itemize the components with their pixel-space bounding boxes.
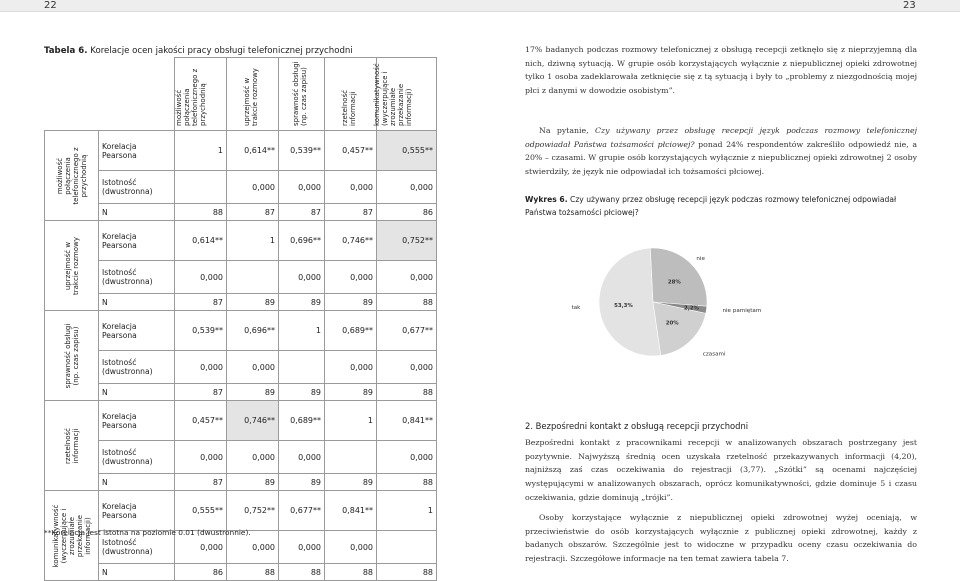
table-row (45, 221, 437, 261)
table-header-row (45, 58, 437, 131)
row-label: Korelacja Pearsona (99, 401, 175, 441)
table-row (45, 441, 437, 474)
table-cell: 0,000 (325, 531, 377, 564)
table-cell: 0,000 (279, 531, 325, 564)
table-cell: 1 (279, 311, 325, 351)
table-cell: 1 (227, 221, 279, 261)
row-label: Korelacja Pearsona (99, 311, 175, 351)
paragraph-4 (525, 511, 917, 566)
table-cell: 89 (325, 474, 377, 491)
pie-label-nie: nie (696, 255, 705, 262)
row-label: N (99, 294, 175, 311)
table-cell: 87 (279, 204, 325, 221)
table-cell: 89 (227, 474, 279, 491)
table-cell: 0,000 (227, 441, 279, 474)
row-group-label: uprzejmość w trakcie rozmowy (45, 221, 99, 311)
table-cell: 0,000 (325, 351, 377, 384)
table-cell: 0,000 (325, 261, 377, 294)
page-header-band (0, 0, 960, 12)
paragraph-1-text: 17% badanych podczas rozmowy telefonicznej z obsługą recepcji zetknęło się z nieprzyjemną dla nich, dziwną sytuacją. W grupie osób korzystających wyłącznie z niepublicznej opieki zdrowotnej tylko 1 osoba zadeklarowała zetknięcie się z tą sytuacją i były to „problemy z niezgodnością mojej płci z danymi w dowodzie osobistym”. (525, 45, 917, 96)
table-row (45, 171, 437, 204)
row-group-label: możliwość połączenia telefonicznego z przychodnią (45, 131, 99, 221)
table-row (45, 384, 437, 401)
table-cell: 0,000 (175, 531, 227, 564)
section-heading: 2. Bezpośredni kontakt z obsługą recepcji przychodni (525, 421, 749, 431)
table-caption-text: Korelacje ocen jakości pracy obsługi telefonicznej przychodni (87, 46, 353, 56)
table-cell: 87 (227, 204, 279, 221)
table-cell: 0,000 (377, 441, 437, 474)
table-cell: 88 (377, 294, 437, 311)
table-cell: 0,841** (377, 401, 437, 441)
table-row (45, 261, 437, 294)
row-group-label: sprawność obsługi (np. czas zapisu) (45, 311, 99, 401)
table-cell: 0,746** (325, 221, 377, 261)
table-cell: 0,000 (279, 261, 325, 294)
table-cell: 0,555** (175, 491, 227, 531)
pie-label-tak: tak (571, 305, 581, 312)
chart-caption-label: Wykres 6. (525, 195, 568, 204)
paragraph-1 (525, 43, 917, 98)
table-row (45, 474, 437, 491)
table-row (45, 204, 437, 221)
table-cell: 87 (175, 474, 227, 491)
table-cell: 89 (227, 384, 279, 401)
pie-chart (520, 226, 762, 362)
row-label: Korelacja Pearsona (99, 131, 175, 171)
column-header: rzetelność informacji (325, 58, 377, 131)
table-cell: 0,000 (175, 261, 227, 294)
column-header: sprawność obsługi (np. czas zapisu) (279, 58, 325, 131)
question-italic: Czy używany przez obsługę recepcji język podczas rozmowy telefonicznej odpowiadał Państwa tożsamości płciowej? (525, 126, 918, 149)
table-cell: 0,000 (279, 441, 325, 474)
row-label: N (99, 384, 175, 401)
table-cell: 0,000 (227, 351, 279, 384)
paragraph-3 (525, 436, 917, 505)
table-cell: 0,696** (279, 221, 325, 261)
table-cell: 88 (279, 564, 325, 581)
table-cell (279, 351, 325, 384)
table-row (45, 564, 437, 581)
paragraph-2-text: Na pytanie, Czy używany przez obsługę recepcji język podczas rozmowy telefonicznej odpowiadał Państwa tożsamości płciowej? ponad 24% respondentów zakreśliło odpowiedź nie, a 20% – czasami. W grupie osób korzystających wyłącznie z niepublicznej opieki zdrowotnej 2 osoby stwierdziły, że język nie odpowiadał ich tożsamości płciowej. (525, 126, 918, 177)
paragraph-4-text: Osoby korzystające wyłącznie z niepublicznej opieki zdrowotnej wyżej oceniają, w przeciwieństwie do osób korzystających wyłącznie z publicznej opieki zdrowotnej, każdy z badanych obszarów. Szczególnie jest to widoczne w przypadku oceny czasu oczekiwania do rejestracji. Szczegółowe informacje na ten temat zawiera tabela 7. (525, 513, 917, 564)
table-cell: 1 (175, 131, 227, 171)
table-cell: 0,746** (227, 401, 279, 441)
row-label: Istotność (dwustronna) (99, 531, 175, 564)
row-group-label: komunikatywność (wyczerpujące i zrozumiałe przekazanie informacji) (45, 491, 99, 581)
table-cell: 89 (279, 384, 325, 401)
table-cell: 89 (325, 294, 377, 311)
table-cell: 0,689** (325, 311, 377, 351)
row-label: N (99, 564, 175, 581)
table-cell: 0,841** (325, 491, 377, 531)
table-cell: 0,614** (227, 131, 279, 171)
page-number-right: 23 (903, 0, 916, 11)
table-row (45, 131, 437, 171)
table-cell: 88 (377, 384, 437, 401)
table-cell: 0,457** (175, 401, 227, 441)
row-label: N (99, 474, 175, 491)
column-header: uprzejmość w trakcie rozmowy (227, 58, 279, 131)
table-cell: 88 (325, 564, 377, 581)
table-cell (175, 171, 227, 204)
row-label: Korelacja Pearsona (99, 221, 175, 261)
table-body (45, 131, 437, 581)
table-cell: 0,689** (279, 401, 325, 441)
table-row (45, 311, 437, 351)
table-cell: 86 (175, 564, 227, 581)
row-label: Istotność (dwustronna) (99, 171, 175, 204)
row-label: Korelacja Pearsona (99, 491, 175, 531)
pie-value-nie-pamietam: 2,2% (683, 305, 699, 312)
table-cell: 0,614** (175, 221, 227, 261)
table-cell: 0,000 (227, 171, 279, 204)
table-cell: 86 (377, 204, 437, 221)
table-cell: 0,539** (175, 311, 227, 351)
table-cell: 0,000 (325, 171, 377, 204)
table-cell: 1 (377, 491, 437, 531)
table-caption (44, 46, 353, 56)
pie-value-nie: 28% (667, 279, 681, 286)
table-cell: 88 (377, 474, 437, 491)
table-cell: 0,000 (279, 171, 325, 204)
paragraph-2 (525, 124, 917, 179)
table-cell: 87 (175, 294, 227, 311)
table-cell: 87 (175, 384, 227, 401)
row-label: Istotność (dwustronna) (99, 351, 175, 384)
table-cell: 0,000 (377, 351, 437, 384)
table-cell: 0,752** (227, 491, 279, 531)
table-corner (45, 58, 175, 131)
table-cell: 89 (227, 294, 279, 311)
table-cell: 0,000 (377, 261, 437, 294)
column-header: możliwość połączenia telefonicznego z przychodnią (175, 58, 227, 131)
table-cell: 88 (175, 204, 227, 221)
table-cell: 88 (377, 564, 437, 581)
correlation-table (44, 57, 437, 581)
table-cell: 0,539** (279, 131, 325, 171)
table-cell: 0,000 (377, 171, 437, 204)
row-label: Istotność (dwustronna) (99, 261, 175, 294)
column-header: komunikatywność (wyczerpujące i zrozumiałe przekazanie informacji) (377, 58, 437, 131)
pie-label-czasami: czasami (702, 351, 726, 358)
table-cell: 0,677** (377, 311, 437, 351)
table-cell: 87 (325, 204, 377, 221)
row-label: N (99, 204, 175, 221)
paragraph-3-text: Bezpośredni kontakt z pracownikami recepcji w analizowanych obszarach postrzegany jest pozytywnie. Najwyższą średnią ocen uzyskała rzetelność przekazywanych informacji (4,20), najniższą zaś czas oczekiwania do rejestracji (3,77). „Szótki” są ocenami najczęściej występującymi w analizowanych obszarach, oprócz komunikatywności, gdzie dominuje 5 i czasu oczekiwania, gdzie dominują „trójki”. (525, 438, 917, 502)
row-group-label: rzetelność informacji (45, 401, 99, 491)
table-cell: 0,677** (279, 491, 325, 531)
page-number-left: 22 (44, 0, 57, 11)
table-cell (377, 531, 437, 564)
table-row (45, 294, 437, 311)
table-row (45, 351, 437, 384)
pie-value-tak: 53,3% (614, 302, 633, 309)
table-footnote: **Korelacja jest istotna na poziomie 0.01 (dwustronnie). (44, 528, 251, 537)
table-cell: 0,696** (227, 311, 279, 351)
pie-value-czasami: 20% (665, 320, 679, 327)
table-cell: 0,457** (325, 131, 377, 171)
table-cell: 88 (227, 564, 279, 581)
chart-caption-text: Czy używany przez obsługę recepcji język podczas rozmowy telefonicznej odpowiadał Państwa tożsamości płciowej? (525, 195, 897, 217)
table-cell (325, 441, 377, 474)
pie-label-nie-pamietam: nie pamiętam (722, 308, 762, 315)
table-cell: 0,555** (377, 131, 437, 171)
table-cell: 0,000 (175, 351, 227, 384)
table-row (45, 491, 437, 531)
table-cell: 89 (279, 294, 325, 311)
table-cell: 0,000 (227, 531, 279, 564)
table-cell: 0,000 (175, 441, 227, 474)
table-cell: 89 (279, 474, 325, 491)
chart-caption (525, 194, 920, 220)
table-cell (227, 261, 279, 294)
row-label: Istotność (dwustronna) (99, 441, 175, 474)
table-caption-label: Tabela 6. (44, 46, 88, 56)
table-cell: 0,752** (377, 221, 437, 261)
table-cell: 1 (325, 401, 377, 441)
table-row (45, 401, 437, 441)
table-cell: 89 (325, 384, 377, 401)
